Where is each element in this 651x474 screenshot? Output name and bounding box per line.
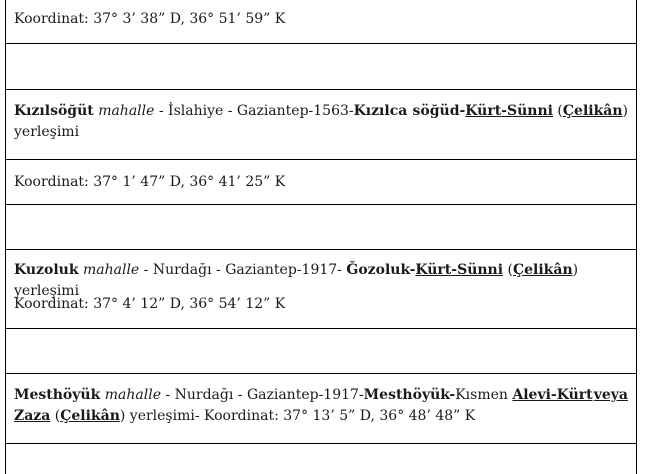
- settlement-location: - Nurdağı - Gaziantep-1917-: [139, 262, 347, 278]
- tribe-link[interactable]: Çelikân: [562, 103, 623, 119]
- row-divider: [5, 373, 637, 374]
- ethnicity-link[interactable]: Alevi-Kürt: [512, 387, 593, 403]
- entry-line-left: [14, 385, 593, 406]
- paren-open: (: [552, 103, 563, 119]
- tribe-link[interactable]: Çelikân: [60, 408, 120, 424]
- dash: -: [409, 262, 416, 278]
- old-name: Ğozoluk: [346, 262, 410, 278]
- paren-close: ): [622, 103, 628, 119]
- settlement-type: mahalle: [82, 262, 140, 278]
- entry-line-right: [413, 101, 629, 122]
- settlement-table: [5, 0, 637, 474]
- dash: -: [459, 103, 466, 119]
- table-border-left: [5, 0, 6, 474]
- settlement-name: Mesthöyük: [14, 387, 101, 403]
- entry-tail: ) yerleşimi: [14, 262, 579, 299]
- coordinate-text: Koordinat: 37° 4’ 12” D, 36° 54’ 12” K: [14, 296, 286, 312]
- row-divider: [5, 328, 637, 329]
- row-divider: [5, 43, 637, 44]
- row-divider: [5, 89, 637, 90]
- coordinate-text: Koordinat: 37° 3’ 38” D, 36° 51’ 59” K: [14, 11, 286, 27]
- settlement-name: Kızılsöğüt: [14, 103, 94, 119]
- paren-open: (: [50, 408, 61, 424]
- old-name-cont: söğüd: [412, 103, 460, 119]
- entry-line-2: [14, 406, 628, 427]
- settlement-entry: [14, 101, 628, 143]
- settlement-location: - Nurdağı - Gaziantep-1917-: [160, 387, 364, 403]
- settlement-entry: [14, 385, 628, 427]
- row-divider: [5, 159, 637, 160]
- settlement-name: Kuzoluk: [14, 262, 79, 278]
- entry-line-left: [14, 101, 407, 122]
- entry-line: [14, 385, 628, 406]
- ethnicity-link[interactable]: Kürt-Sünni: [465, 103, 553, 119]
- ethnicity-link[interactable]: Kürt-Sünni: [415, 262, 504, 278]
- settlement-location: - İslahiye - Gaziantep-1563-: [154, 103, 354, 119]
- ethnicity-link-2[interactable]: Zaza: [14, 408, 51, 424]
- settlement-type: mahalle: [98, 103, 155, 119]
- entry-tail: ) yerleşimi- Koordinat: 37° 13’ 5” D, 36° 48’ 48” K: [119, 408, 476, 424]
- row-divider: [5, 443, 637, 444]
- coordinate-text: Koordinat: 37° 1’ 47” D, 36° 41’ 25” K: [14, 174, 286, 190]
- entry-mid: Kısmen: [455, 387, 513, 403]
- old-name: Kızılca: [353, 103, 408, 119]
- old-name: Mesthöyük-: [363, 387, 456, 403]
- table-border-right: [636, 0, 637, 474]
- settlement-type: mahalle: [104, 387, 161, 403]
- row-divider: [5, 249, 637, 250]
- entry-line: [14, 101, 628, 122]
- paren-open: (: [503, 262, 513, 278]
- ethnicity-link-veya[interactable]: veya: [593, 387, 628, 403]
- tribe-link[interactable]: Çelikân: [512, 262, 573, 278]
- entry-tail: yerleşimi: [14, 124, 80, 140]
- row-divider: [5, 204, 637, 205]
